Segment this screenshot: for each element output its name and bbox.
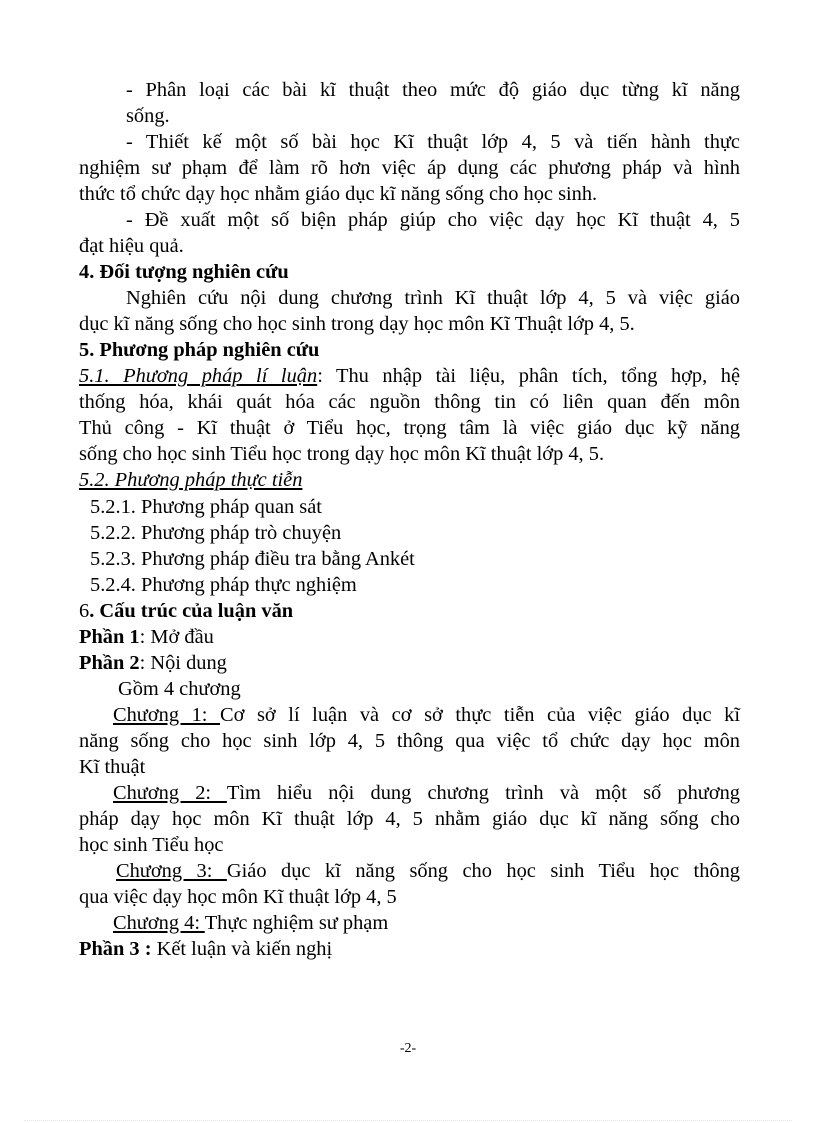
- chapter-3-line: [116, 858, 740, 884]
- paragraph-line: thống hóa, khái quát hóa các nguồn thông tin có liên quan đến môn: [79, 391, 740, 413]
- part-label: Phần 2: [79, 652, 140, 674]
- subsection-label-5-1: 5.1. Phương pháp lí luận: [79, 365, 318, 387]
- paragraph-line: học sinh Tiểu học: [79, 834, 224, 856]
- paragraph-line: năng sống cho học sinh lớp 4, 5 thông qua việc tổ chức dạy học môn: [79, 730, 740, 752]
- paragraph-line: - Phân loại các bài kĩ thuật theo mức độ giáo dục từng kĩ năng: [126, 79, 740, 101]
- paragraph-line: pháp dạy học môn Kĩ thuật lớp 4, 5 nhằm giáo dục kĩ năng sống cho: [79, 808, 740, 830]
- section-number: 6: [79, 600, 90, 622]
- paragraph-line: Thủ công - Kĩ thuật ở Tiểu học, trọng tâm là việc giáo dục kỹ năng: [79, 417, 740, 439]
- paragraph-line: qua việc dạy học môn Kĩ thuật lớp 4, 5: [79, 886, 397, 908]
- page-number: -2-: [399, 1041, 417, 1056]
- part-label: Phần 1: [79, 626, 140, 648]
- method-item: 5.2.1. Phương pháp quan sát: [90, 496, 322, 518]
- paragraph-line: - Thiết kế một số bài học Kĩ thuật lớp 4, 5 và tiến hành thực: [126, 131, 740, 153]
- section-heading-4: 4. Đối tượng nghiên cứu: [79, 261, 289, 283]
- paragraph-line: dục kĩ năng sống cho học sinh trong dạy học môn Kĩ Thuật lớp 4, 5.: [79, 313, 635, 335]
- paragraph-line: Nghiên cứu nội dung chương trình Kĩ thuật lớp 4, 5 và việc giáo: [126, 287, 740, 309]
- paragraph-line: [79, 363, 740, 389]
- chapter-label: Chương 4:: [113, 912, 205, 934]
- paragraph-line: Kĩ thuật: [79, 756, 146, 778]
- paragraph-line: - Đề xuất một số biện pháp giúp cho việc dạy học Kĩ thuật 4, 5: [126, 209, 740, 231]
- section-heading-5: 5. Phương pháp nghiên cứu: [79, 339, 320, 361]
- part-2-line: [79, 650, 740, 676]
- part-text: : Mở đầu: [139, 626, 214, 648]
- section-heading-6: [79, 598, 740, 624]
- paragraph-line: sống.: [126, 105, 170, 127]
- method-item: 5.2.3. Phương pháp điều tra bằng Ankét: [90, 548, 415, 570]
- chapter-label: Chương 2:: [113, 782, 227, 804]
- part-text: Kết luận và kiến nghị: [151, 938, 333, 960]
- paragraph-line: thức tổ chức dạy học nhằm giáo dục kĩ năng sống cho học sinh.: [79, 183, 598, 205]
- paragraph-line: nghiệm sư phạm để làm rõ hơn việc áp dụng các phương pháp và hình: [79, 157, 740, 179]
- chapter-label: Chương 1:: [113, 704, 221, 726]
- chapter-text: Tìm hiểu nội dung chương trình và một số phương: [226, 782, 740, 804]
- paragraph-text: : Thu nhập tài liệu, phân tích, tổng hợp, hệ: [317, 365, 741, 387]
- chapter-label: Chương 3:: [116, 860, 227, 882]
- chapter-count: Gồm 4 chương: [118, 678, 241, 700]
- chapter-text: Giáo dục kĩ năng sống cho học sinh Tiểu học thông: [226, 860, 741, 882]
- subsection-heading-5-2: 5.2. Phương pháp thực tiễn: [79, 469, 303, 491]
- method-item: 5.2.2. Phương pháp trò chuyện: [90, 522, 342, 544]
- part-text: : Nội dung: [139, 652, 227, 674]
- part-3-line: [79, 936, 740, 962]
- section-title: . Cấu trúc của luận văn: [89, 600, 294, 622]
- chapter-1-line: [113, 702, 740, 728]
- paragraph-line: đạt hiệu quả.: [79, 235, 184, 257]
- page-bottom-divider: [24, 1120, 792, 1121]
- chapter-4-line: [113, 910, 774, 936]
- chapter-text: Thực nghiệm sư phạm: [204, 912, 389, 934]
- chapter-text: Cơ sở lí luận và cơ sở thực tiễn của việc giáo dục kĩ: [220, 704, 740, 726]
- paragraph-line: sống cho học sinh Tiểu học trong dạy học môn Kĩ thuật lớp 4, 5.: [79, 443, 605, 465]
- chapter-2-line: [113, 780, 740, 806]
- method-item: 5.2.4. Phương pháp thực nghiệm: [90, 574, 357, 596]
- part-label: Phần 3 :: [79, 938, 152, 960]
- part-1-line: [79, 624, 740, 650]
